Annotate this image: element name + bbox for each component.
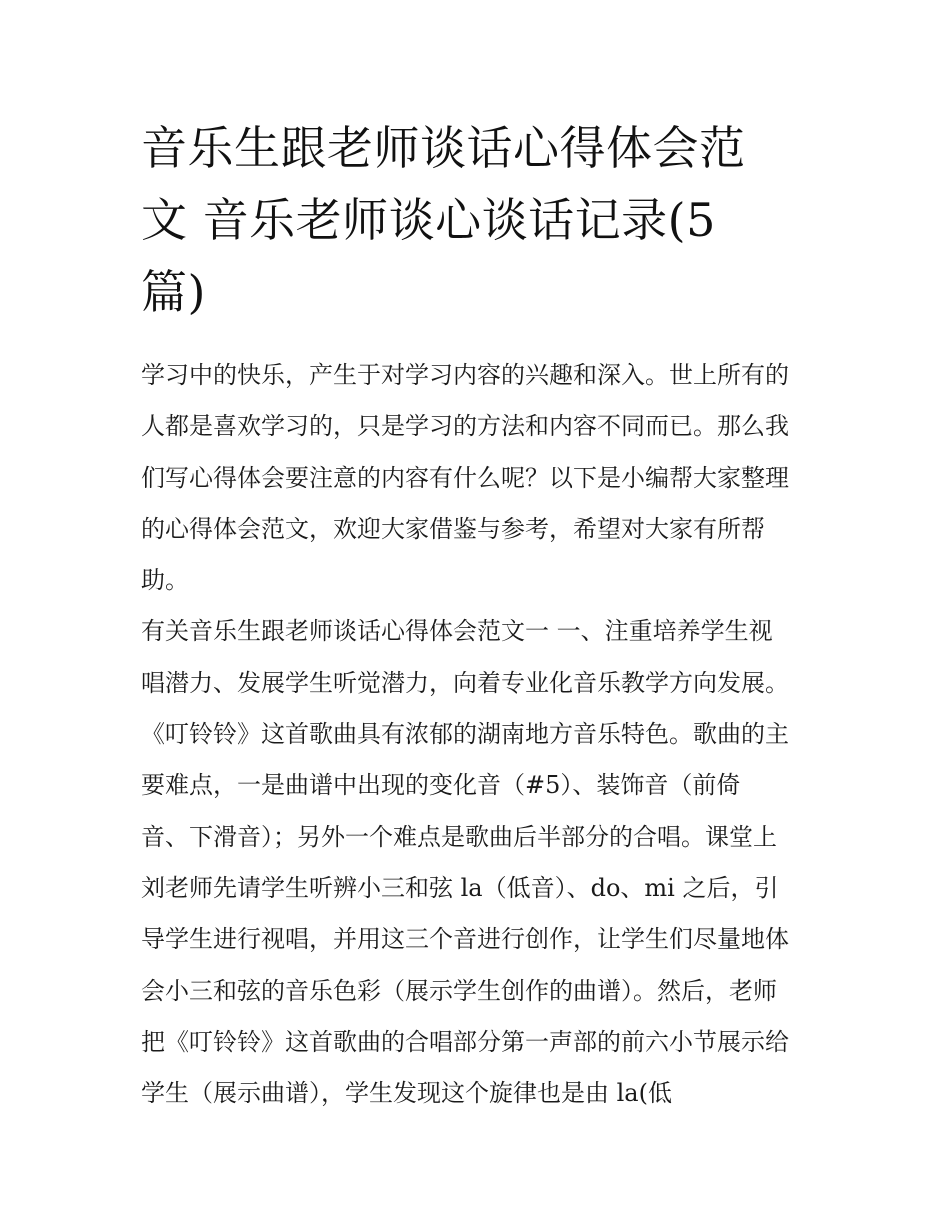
title-line: 文 音乐老师谈心谈话记录(5: [141, 193, 716, 247]
document-body: [141, 350, 813, 1119]
body-line: 人都是喜欢学习的，只是学习的方法和内容不同而已。那么我: [141, 412, 789, 441]
title-line: 篇): [141, 265, 206, 319]
body-line: 《叮铃铃》这首歌曲具有浓郁的湖南地方音乐特色。歌曲的主: [141, 720, 789, 749]
body-line: 的心得体会范文，欢迎大家借鉴与参考，希望对大家有所帮: [141, 514, 765, 543]
title-line: 音乐生跟老师谈话心得体会范: [141, 121, 746, 175]
body-line: 们写心得体会要注意的内容有什么呢？以下是小编帮大家整理: [141, 463, 789, 492]
body-line: 要难点，一是曲谱中出现的变化音（#5）、装饰音（前倚: [141, 771, 741, 800]
body-line: 会小三和弦的音乐色彩（展示学生创作的曲谱）。然后，老师: [141, 976, 777, 1005]
body-line: 把《叮铃铃》这首歌曲的合唱部分第一声部的前六小节展示给: [141, 1027, 789, 1056]
body-line: 学习中的快乐，产生于对学习内容的兴趣和深入。世上所有的: [141, 361, 789, 389]
body-line: 导学生进行视唱，并用这三个音进行创作，让学生们尽量地体: [141, 925, 789, 954]
body-line: 唱潜力、发展学生听觉潜力，向着专业化音乐教学方向发展。: [141, 668, 789, 697]
document-title: [141, 112, 813, 328]
body-line: 学生（展示曲谱），学生发现这个旋律也是由 la(低: [141, 1079, 672, 1108]
body-line: 有关音乐生跟老师谈话心得体会范文一 一、注重培养学生视: [141, 617, 773, 646]
document-page: [141, 112, 813, 1119]
body-line: 刘老师先请学生听辨小三和弦 la（低音）、do、mi 之后，引: [141, 873, 779, 902]
body-line: 助。: [141, 566, 189, 595]
body-line: 音、下滑音）；另外一个难点是歌曲后半部分的合唱。课堂上: [141, 822, 777, 851]
